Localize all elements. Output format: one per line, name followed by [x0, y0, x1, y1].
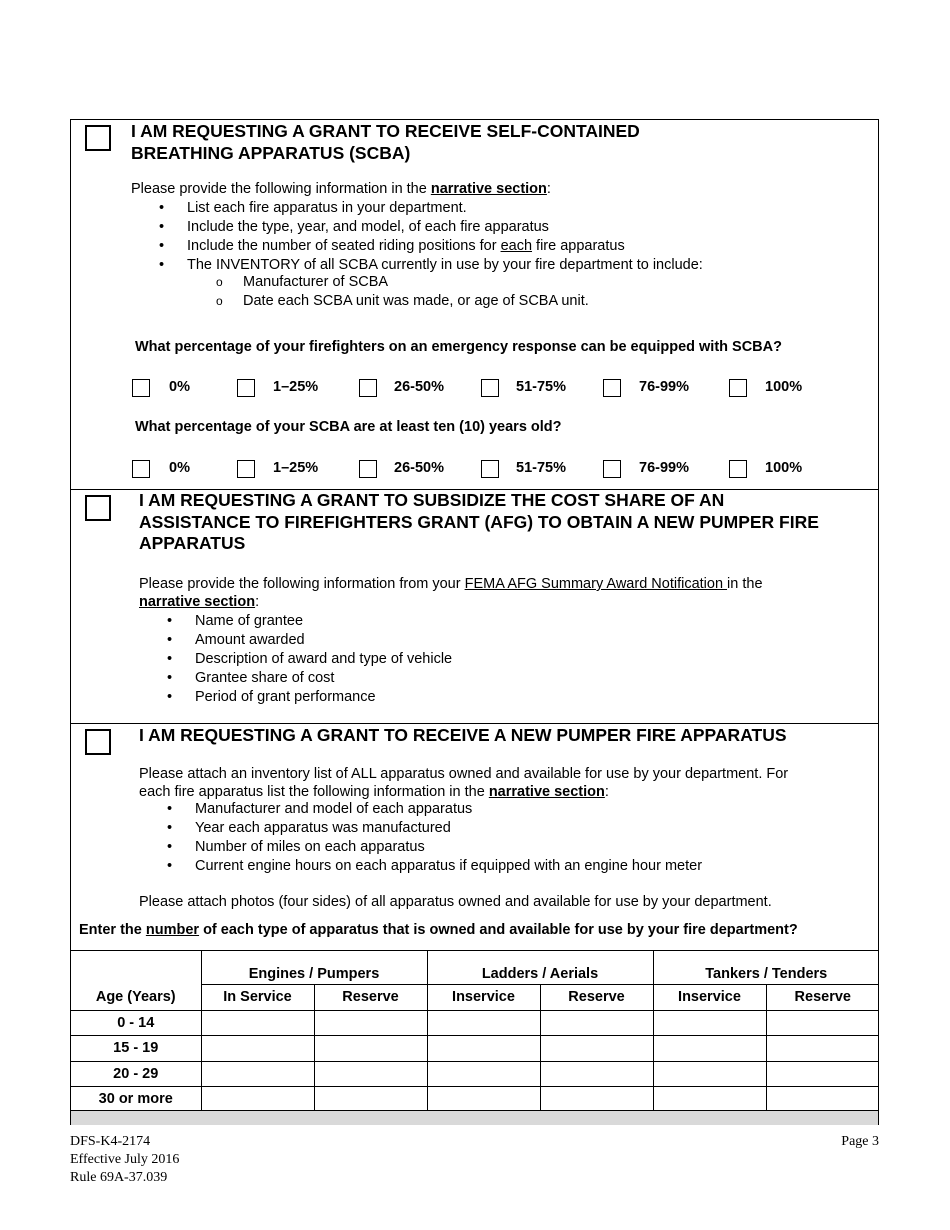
afg-bullet-4: • Grantee share of cost [167, 670, 335, 686]
q1-option-4-checkbox[interactable] [603, 379, 621, 397]
table-row [71, 1010, 879, 1036]
apparatus-inventory-table [71, 950, 879, 1113]
count-input-cell[interactable] [427, 1010, 540, 1036]
group-header-ladders: Ladders / Aerials [427, 951, 653, 985]
q2-option-1-checkbox[interactable] [237, 460, 255, 478]
table-group-header-row [71, 951, 879, 985]
count-input-cell[interactable] [653, 1036, 766, 1062]
q2-option-3-label: 51-75% [516, 460, 566, 476]
count-input-cell[interactable] [314, 1087, 427, 1113]
q2-option-4-label: 76-99% [639, 460, 689, 476]
empty-corner-cell [71, 951, 201, 985]
grant-request-form [70, 119, 879, 1125]
age-range-cell: 0 - 14 [71, 1010, 201, 1036]
afg-bullet-3: • Description of award and type of vehicle [167, 651, 453, 667]
page-footer-left [70, 1133, 179, 1187]
count-input-cell[interactable] [201, 1061, 314, 1087]
q1-option-1-label: 1–25% [273, 379, 319, 395]
scba-question-2: What percentage of your SCBA are at least ten (10) years old? [135, 419, 562, 435]
q2-option-1-label: 1–25% [273, 460, 319, 476]
q2-option-2-label: 26-50% [394, 460, 444, 476]
section-divider [71, 723, 878, 724]
form-id: DFS-K4-2174 [70, 1134, 151, 1149]
q1-option-0-label: 0% [169, 379, 190, 395]
count-input-cell[interactable] [427, 1061, 540, 1087]
apparatus-count-question: Enter the number of each type of apparatus that is owned and available for use by your fire department? [79, 922, 798, 938]
pumper-section-title: I AM REQUESTING A GRANT TO RECEIVE A NEW PUMPER FIRE APPARATUS [139, 725, 787, 745]
q2-option-2-checkbox[interactable] [359, 460, 377, 478]
afg-request-checkbox[interactable] [85, 495, 111, 521]
age-range-cell: 15 - 19 [71, 1036, 201, 1062]
pumper-bullet-3: • Number of miles on each apparatus [167, 839, 425, 855]
count-input-cell[interactable] [766, 1010, 879, 1036]
subheader-cell: In Service [201, 985, 314, 1011]
q1-option-3-label: 51-75% [516, 379, 566, 395]
q2-option-0-label: 0% [169, 460, 190, 476]
afg-intro: Please provide the following information from your FEMA AFG Summary Award Notification in the narrative section: [139, 576, 763, 610]
count-input-cell[interactable] [201, 1036, 314, 1062]
subheader-cell: Inservice [427, 985, 540, 1011]
q1-option-2-checkbox[interactable] [359, 379, 377, 397]
count-input-cell[interactable] [314, 1061, 427, 1087]
q1-option-3-checkbox[interactable] [481, 379, 499, 397]
age-header: Age (Years) [71, 985, 201, 1011]
age-range-cell: 20 - 29 [71, 1061, 201, 1087]
q1-option-4-label: 76-99% [639, 379, 689, 395]
q1-option-1-checkbox[interactable] [237, 379, 255, 397]
subheader-cell: Inservice [653, 985, 766, 1011]
count-input-cell[interactable] [653, 1010, 766, 1036]
scba-bullet-4: • The INVENTORY of all SCBA currently in use by your fire department to include: [159, 257, 703, 273]
scba-intro: Please provide the following information in the narrative section: [131, 181, 551, 197]
q2-option-5-checkbox[interactable] [729, 460, 747, 478]
q2-option-0-checkbox[interactable] [132, 460, 150, 478]
pumper-bullet-1: • Manufacturer and model of each apparatus [167, 801, 473, 817]
pumper-bullet-4: • Current engine hours on each apparatus if equipped with an engine hour meter [167, 858, 703, 874]
count-input-cell[interactable] [427, 1087, 540, 1113]
scba-question-1: What percentage of your firefighters on an emergency response can be equipped with SCBA? [135, 339, 782, 355]
count-input-cell[interactable] [653, 1087, 766, 1113]
afg-bullet-2: • Amount awarded [167, 632, 305, 648]
subheader-cell: Reserve [314, 985, 427, 1011]
scba-request-checkbox[interactable] [85, 125, 111, 151]
effective-date: Effective July 2016 [70, 1152, 180, 1167]
count-input-cell[interactable] [766, 1036, 879, 1062]
table-footer-bar [71, 1110, 878, 1125]
count-input-cell[interactable] [314, 1036, 427, 1062]
q1-option-5-checkbox[interactable] [729, 379, 747, 397]
afg-bullet-5: • Period of grant performance [167, 689, 376, 705]
scba-sub-bullet-2: o Date each SCBA unit was made, or age of SCBA unit. [216, 293, 589, 309]
afg-section-title: I AM REQUESTING A GRANT TO SUBSIDIZE THE COST SHARE OF AN ASSISTANCE TO FIREFIGHTERS GRANT (AFG) TO OBTAIN A NEW PUMPER FIRE APPARATUS [139, 490, 819, 553]
count-input-cell[interactable] [540, 1061, 653, 1087]
scba-sub-bullet-1: o Manufacturer of SCBA [216, 274, 389, 290]
q2-option-4-checkbox[interactable] [603, 460, 621, 478]
count-input-cell[interactable] [201, 1010, 314, 1036]
subheader-cell: Reserve [540, 985, 653, 1011]
count-input-cell[interactable] [766, 1087, 879, 1113]
subheader-cell: Reserve [766, 985, 879, 1011]
group-header-tankers: Tankers / Tenders [653, 951, 879, 985]
rule-number: Rule 69A-37.039 [70, 1170, 168, 1185]
age-range-cell: 30 or more [71, 1087, 201, 1113]
count-input-cell[interactable] [427, 1036, 540, 1062]
table-row [71, 1087, 879, 1113]
q1-option-2-label: 26-50% [394, 379, 444, 395]
q2-option-3-checkbox[interactable] [481, 460, 499, 478]
pumper-intro: Please attach an inventory list of ALL apparatus owned and available for use by your department. For each fire apparatus list the following information in the narrative section: [139, 766, 789, 800]
count-input-cell[interactable] [540, 1010, 653, 1036]
scba-section-title: I AM REQUESTING A GRANT TO RECEIVE SELF-CONTAINED BREATHING APPARATUS (SCBA) [131, 121, 640, 163]
scba-bullet-3: • Include the number of seated riding positions for each fire apparatus [159, 238, 625, 254]
count-input-cell[interactable] [653, 1061, 766, 1087]
group-header-engines: Engines / Pumpers [201, 951, 427, 985]
pumper-bullet-2: • Year each apparatus was manufactured [167, 820, 451, 836]
q2-option-5-label: 100% [765, 460, 803, 476]
table-row [71, 1036, 879, 1062]
pumper-request-checkbox[interactable] [85, 729, 111, 755]
scba-bullet-2: • Include the type, year, and model, of each fire apparatus [159, 219, 549, 235]
count-input-cell[interactable] [540, 1087, 653, 1113]
table-subheader-row [71, 985, 879, 1011]
count-input-cell[interactable] [201, 1087, 314, 1113]
scba-bullet-1: • List each fire apparatus in your department. [159, 200, 467, 216]
count-input-cell[interactable] [766, 1061, 879, 1087]
count-input-cell[interactable] [314, 1010, 427, 1036]
q1-option-5-label: 100% [765, 379, 803, 395]
afg-bullet-1: • Name of grantee [167, 613, 304, 629]
q1-option-0-checkbox[interactable] [132, 379, 150, 397]
table-row [71, 1061, 879, 1087]
pumper-photos-note: Please attach photos (four sides) of all apparatus owned and available for use by your department. [139, 894, 772, 910]
count-input-cell[interactable] [540, 1036, 653, 1062]
page-number: Page 3 [841, 1134, 879, 1149]
